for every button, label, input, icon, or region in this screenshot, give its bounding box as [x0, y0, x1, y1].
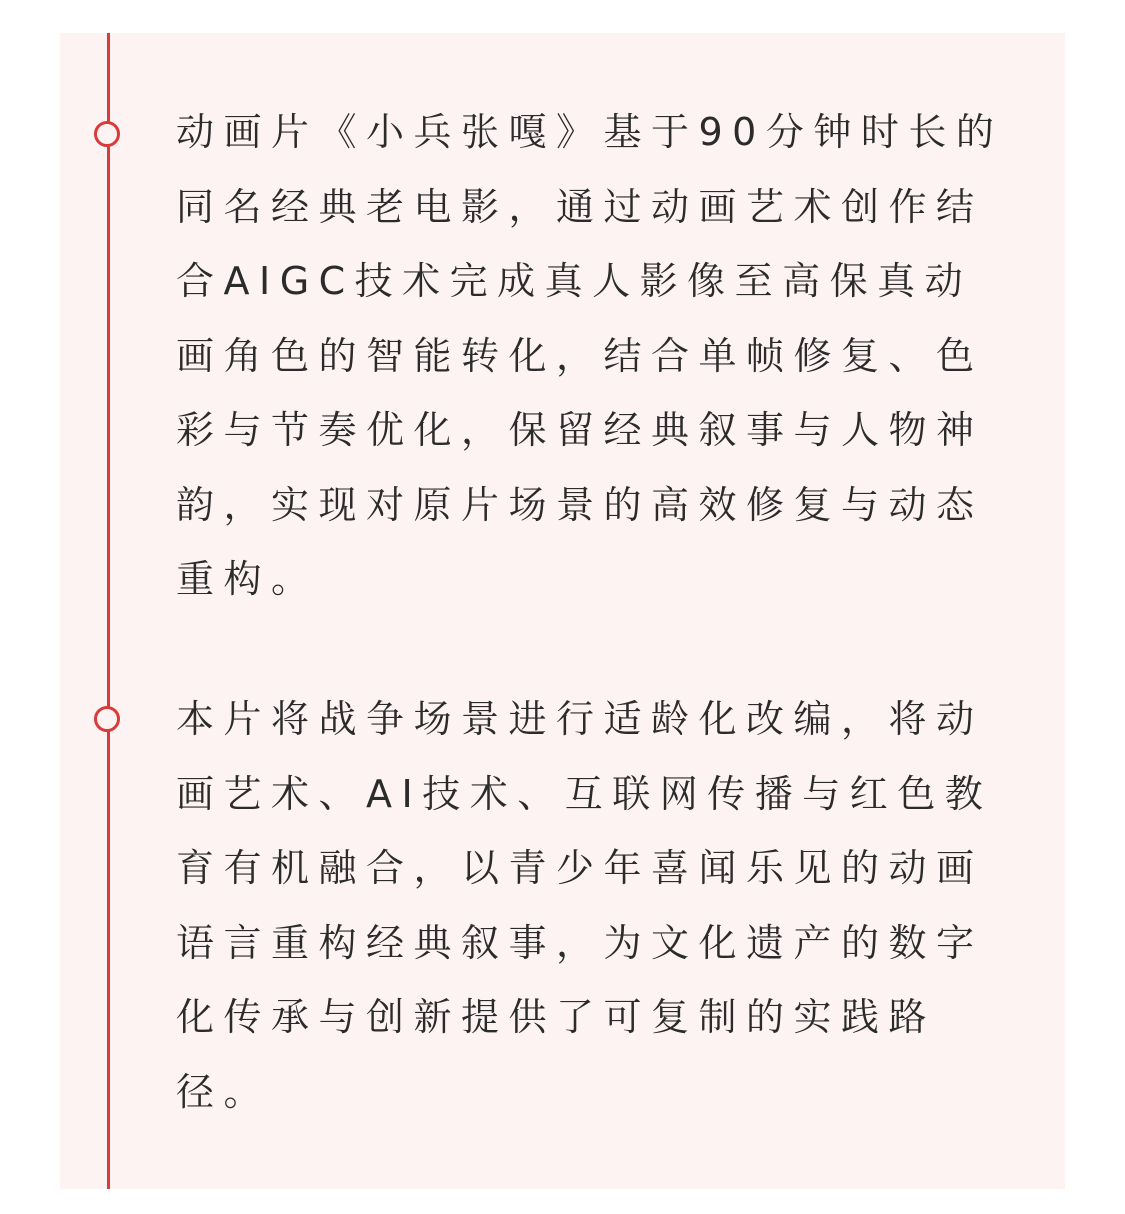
- timeline-paragraph-1: 动画片《小兵张嘎》基于90分钟时长的 同名经典老电影，通过动画艺术创作结 合AIGC技术完成真人影像至高保真动 画角色的智能转化，结合单帧修复、色 彩与节奏优化，保留经典叙事与人物神 韵，实现对原片场景的高效修复与动态 重构。: [176, 110, 1004, 601]
- timeline-node-icon: [94, 121, 120, 147]
- timeline-node-icon: [94, 706, 120, 732]
- timeline-line: [107, 33, 110, 1189]
- timeline-paragraph-2: 本片将战争场景进行适龄化改编，将动 画艺术、AI技术、互联网传播与红色教 育有机融合，以青少年喜闻乐见的动画 语言重构经典叙事，为文化遗产的数字 化传承与创新提供了可复制的实践路 径。: [176, 697, 993, 1114]
